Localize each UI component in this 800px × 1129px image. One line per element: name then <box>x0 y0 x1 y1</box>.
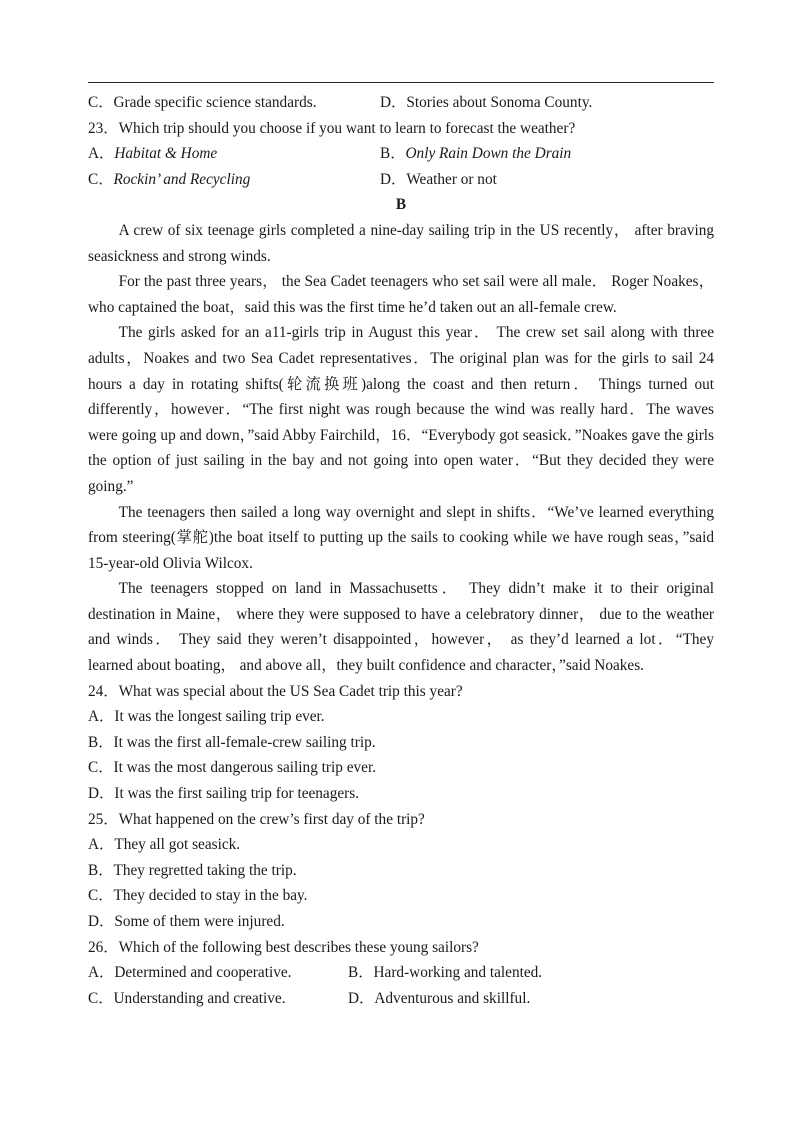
q26-option-a: A．Determined and cooperative. <box>88 964 292 982</box>
q25-option-c: C．They decided to stay in the bay. <box>88 887 308 905</box>
q23-question: 23．Which trip should you choose if you want to learn to forecast the weather? <box>88 119 576 137</box>
q22-options-row <box>88 90 714 116</box>
q24-option-c: C．It was the most dangerous sailing trip ever. <box>88 759 377 777</box>
q23-options-row-1 <box>88 141 714 167</box>
q25-option-a: A．They all got seasick. <box>88 836 241 854</box>
q26-options-row-2 <box>88 986 714 1012</box>
q24-question: 24．What was special about the US Sea Cadet trip this year? <box>88 682 463 700</box>
q23-option-d: D．Weather or not <box>380 170 497 188</box>
q26-options-row-1 <box>88 960 714 986</box>
q24-option-d: D．It was the first sailing trip for teenagers. <box>88 785 360 803</box>
q23-option-a: A．Habitat & Home <box>88 145 218 163</box>
passage-paragraph-2: For the past three years， the Sea Cadet teenagers who set sail were all male． Roger Noakes，who captained the boat，said this was the first time he’d taken out an all-female crew. <box>88 273 714 316</box>
q26-option-b: B．Hard-working and talented. <box>348 964 543 982</box>
q26-question: 26．Which of the following best describes these young sailors? <box>88 938 479 956</box>
q25-option-d: D．Some of them were injured. <box>88 913 285 930</box>
q23-options-row-2 <box>88 167 714 193</box>
q25-option-b: B．They regretted taking the trip. <box>88 861 297 879</box>
passage-paragraph-1: A crew of six teenage girls completed a nine-day sailing trip in the US recently， after braving seasickness and strong winds. <box>88 221 714 265</box>
page-content <box>88 90 714 1011</box>
q23-option-b: B．Only Rain Down the Drain <box>380 145 572 163</box>
q22-option-c: C．Grade specific science standards. <box>88 94 317 111</box>
header-rule <box>88 82 714 83</box>
q25-question: 25．What happened on the crew’s first day of the trip? <box>88 810 425 828</box>
q26-option-c: C．Understanding and creative. <box>88 989 286 1007</box>
q22-option-d: D．Stories about Sonoma County. <box>380 94 593 111</box>
q23-option-c: C．Rockin’ and Recycling <box>88 170 251 188</box>
q26-option-d: D．Adventurous and skillful. <box>348 989 531 1007</box>
passage-paragraph-4: The teenagers then sailed a long way overnight and slept in shifts．“We’ve learned everything from steering(掌舵)the boat itself to putting up the sails to cooking while we have rough seas，”said 15-year-old Olivia Wilcox. <box>88 503 714 572</box>
passage-paragraph-5: The teenagers stopped on land in Massachusetts． They didn’t make it to their original destination in Maine， where they were supposed to have a celebratory dinner， due to the weather and winds． They said they weren’t disappointed，however， as they’d learned a lot．“They learned about boating， and above all，they built confidence and character，”said Noakes. <box>88 580 714 675</box>
passage-paragraph-3: The girls asked for an a11-girls trip in August this year． The crew set sail along with three adults，Noakes and two Sea Cadet representatives．The original plan was for the girls to sail 24 hours a day in rotating shifts(轮流换班)along the coast and then return． Things turned out differently，however．“The first night was rough because the wind was really hard．The waves were going up and down，”said Abby Fairchild，16．“Everybody got seasick．”Noakes gave the girls the option of just sailing in the bay and not going into open water．“But they decided they were going.” <box>88 324 714 495</box>
q24-option-b: B．It was the first all-female-crew sailing trip. <box>88 733 376 751</box>
section-heading: B <box>395 196 407 214</box>
q24-option-a: A．It was the longest sailing trip ever. <box>88 708 325 726</box>
